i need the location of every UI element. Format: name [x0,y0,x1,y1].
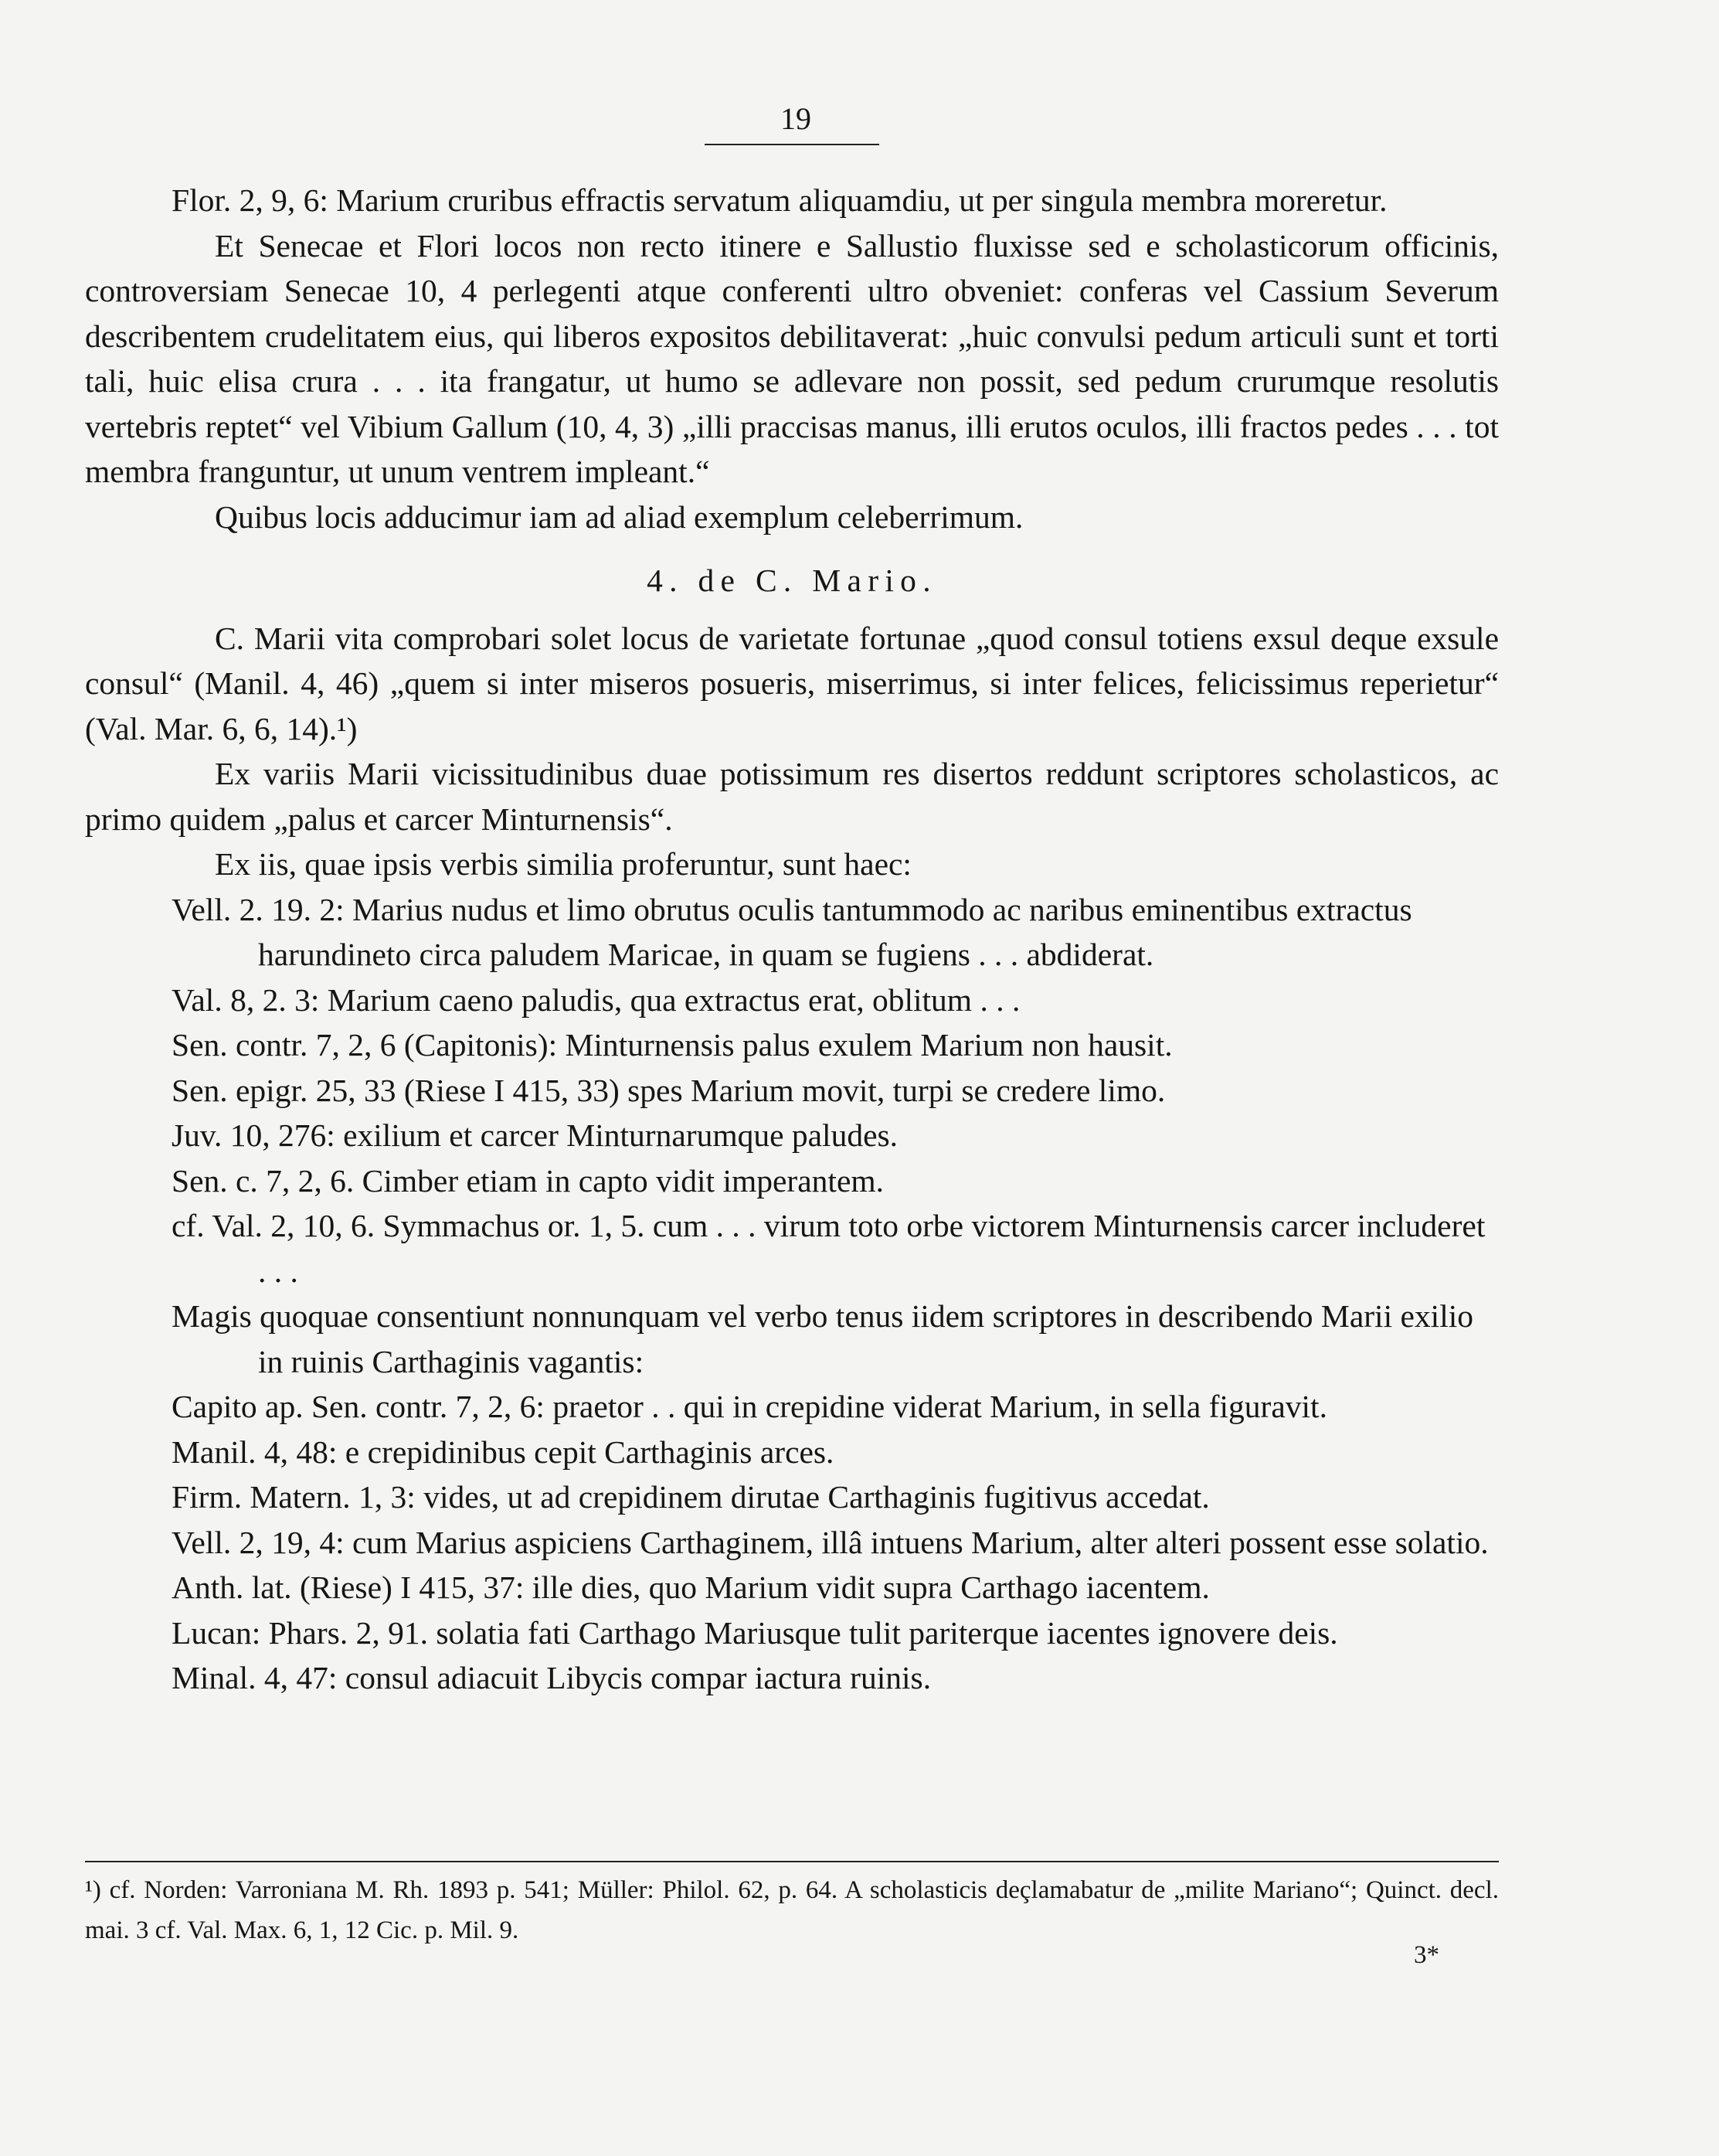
paragraph-carthage-intro: Magis quoquae consentiunt nonnunquam vel verbo tenus iidem scriptores in describendo Marii exilio in ruinis Carthaginis vagantis: [172,1298,1474,1379]
paragraph-vicissitudes: Ex variis Marii vicissitudinibus duae potissimum res disertos reddunt scriptores scholasticos, ac primo quidem „palus et carcer Minturnensis“. [85,756,1499,837]
citation-sen-epigr: Sen. epigr. 25, 33 (Riese I 415, 33) spes Marium movit, turpi se credere limo. [172,1072,1166,1108]
citation-val-symmachus: cf. Val. 2, 10, 6. Symmachus or. 1, 5. cum . . . virum toto orbe victorem Minturnensis carcer includeret . . . [172,1208,1486,1289]
citation-val-8-2-3: Val. 8, 2. 3: Marium caeno paludis, qua extractus erat, oblitum . . . [172,981,1021,1018]
citation-firmicus: Firm. Matern. 1, 3: vides, ut ad crepidinem dirutae Carthaginis fugitivus accedat. [172,1479,1210,1515]
signature-mark: 3* [1414,1941,1439,1969]
citation-vell-2-19-2: Vell. 2. 19. 2: Marius nudus et limo obrutus oculis tantummodo ac naribus eminentibus extractus harundineto circa paludem Maricae, in quam se fugiens . . . abdiderat. [172,891,1412,972]
citation-florus: Flor. 2, 9, 6: Marium cruribus effractis servatum aliquamdiu, ut per singula membra moreretur. [172,182,1388,218]
citation-juvenal: Juv. 10, 276: exilium et carcer Minturnarumque paludes. [172,1117,899,1153]
citation-anth-lat: Anth. lat. (Riese) I 415, 37: ille dies, quo Marium vidit supra Carthago iacentem. [172,1569,1210,1605]
citation-manilius: Manil. 4, 48: e crepidinibus cepit Carthaginis arces. [172,1433,834,1470]
header-rule [705,144,879,145]
paragraph-examples-intro: Ex iis, quae ipsis verbis similia proferuntur, sunt haec: [215,846,912,882]
section-heading: 4. de C. Mario. [647,563,937,598]
citation-sen-contr-capito: Sen. contr. 7, 2, 6 (Capitonis): Minturnensis palus exulem Marium non hausit. [172,1027,1173,1063]
citation-capito: Capito ap. Sen. contr. 7, 2, 6: praetor . . qui in crepidine viderat Marium, in sella figuravit. [172,1389,1327,1424]
footnote-rule [85,1861,1499,1862]
page-number: 19 [780,101,811,136]
citation-sen-c: Sen. c. 7, 2, 6. Cimber etiam in capto vidit imperantem. [172,1162,885,1199]
body-text [85,178,1499,1701]
footnote-1: ¹) cf. Norden: Varroniana M. Rh. 1893 p. 541; Müller: Philol. 62, p. 64. A scholasticis deçlamabatur de „milite Mariano“; Quinct. decl. mai. 3 cf. Val. Max. 6, 1, 12 Cic. p. Mil. 9. [85,1876,1499,1944]
citation-minal: Minal. 4, 47: consul adiacuit Libycis compar iactura ruinis. [172,1660,932,1695]
paragraph-marius-life: C. Marii vita comprobari solet locus de varietate fortunae „quod consul totiens exsul deque exsule consul“ (Manil. 4, 46) „quem si inter miseros posueris, miserrimus, si inter felices, felicissimus reperietur“ (Val. Mar. 6, 6, 14).¹) [85,620,1499,746]
footnotes [85,1870,1499,1950]
citation-lucan: Lucan: Phars. 2, 91. solatia fati Carthago Mariusque tulit pariterque iacentes ignovere deis. [172,1614,1338,1651]
paragraph-seneca-florus: Et Senecae et Flori locos non recto itinere e Sallustio fluxisse sed e scholasticorum officinis, controversiam Senecae 10, 4 perlegenti atque conferenti ultro obveniet: conferas vel Cassium Severum describentem crudelitatem eius, qui liberos expositos debilitaverat: „huic convulsi pedum articuli sunt et torti tali, huic elisa crura . . . ita frangatur, ut humo se adlevare non possit, sed pedum crurumque resolutis vertebris reptet“ vel Vibium Gallum (10, 4, 3) „illi praccisas manus, illi erutos oculos, illi fractos pedes . . . tot membra franguntur, ut unum ventrem impleant.“ [85,227,1499,489]
paragraph-transition: Quibus locis adducimur iam ad aliad exemplum celeberrimum. [215,498,1024,535]
citation-vell-2-19-4: Vell. 2, 19, 4: cum Marius aspiciens Carthaginem, illâ intuens Marium, alter alteri possent esse solatio. [172,1524,1489,1560]
